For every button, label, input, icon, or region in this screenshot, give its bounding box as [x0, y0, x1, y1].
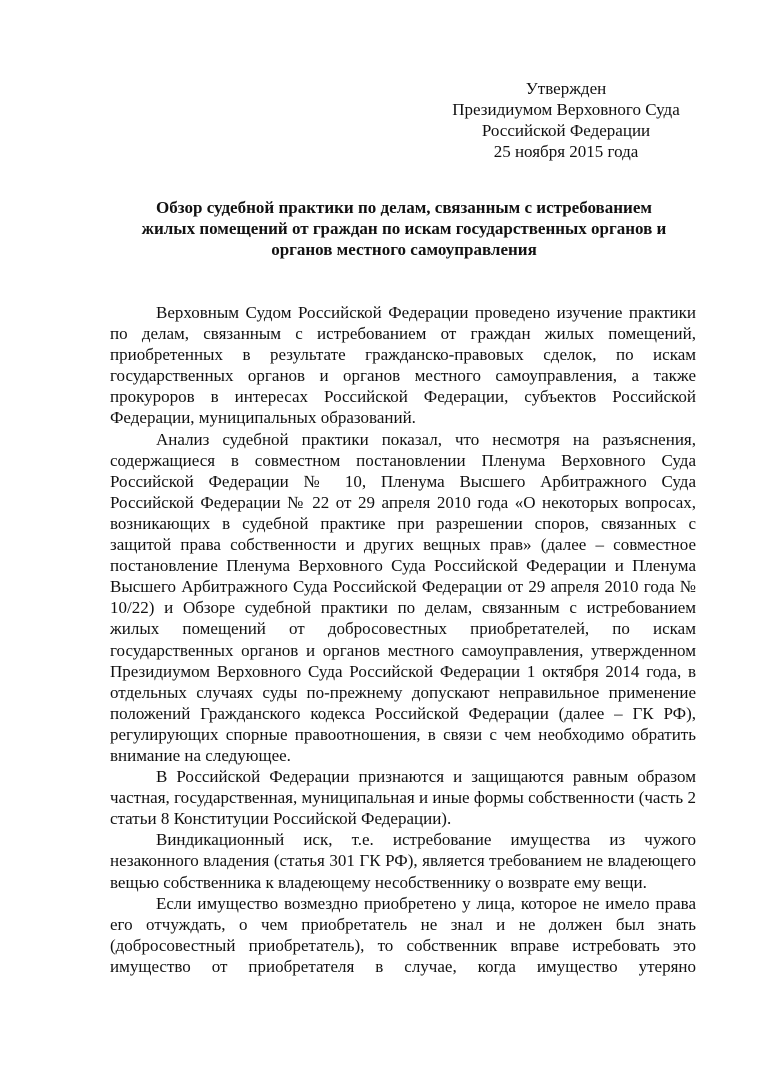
- title-line: жилых помещений от граждан по искам государственных органов и: [141, 219, 667, 238]
- approval-line: Российской Федерации: [481, 121, 651, 140]
- document-body: [110, 302, 696, 977]
- paragraph: Виндикационный иск, т.е. истребование имущества из чужого незаконного владения (статья 301 ГК РФ), является требованием не владеющего вещью собственника к владеющему несобственнику о возврате ему вещи.: [110, 830, 696, 892]
- paragraph: Анализ судебной практики показал, что несмотря на разъяснения, содержащиеся в совместном постановлении Пленума Верховного Суда Российской Федерации № 10, Пленума Высшего Арбитражного Суда Российской Федерации № 22 от 29 апреля 2010 года «О некоторых вопросах, возникающих в судебной практике при разрешении споров, связанных с защитой права собственности и других вещных прав» (далее – совместное постановление Пленума Верховного Суда Российской Федерации и Пленума Высшего Арбитражного Суда Российской Федерации от 29 апреля 2010 года № 10/22) и Обзоре судебной практики по делам, связанным с истребованием жилых помещений от добросовестных приобретателей, по искам государственных органов и органов местного самоуправления, утвержденном Президиумом Верховного Суда Российской Федерации 1 октября 2014 года, в отдельных случаях суды по-прежнему допускают неправильное применение положений Гражданского кодекса Российской Федерации (далее – ГК РФ), регулирующих спорные правоотношения, в связи с чем необходимо обратить внимание на следующее.: [110, 429, 696, 765]
- paragraph: В Российской Федерации признаются и защищаются равным образом частная, государственная, муниципальная и иные формы собственности (часть 2 статьи 8 Конституции Российской Федерации).: [110, 767, 696, 829]
- paragraph: Если имущество возмездно приобретено у лица, которое не имело права его отчуждать, о чем приобретатель не знал и не должен был знать (добросовестный приобретатель), то собственник вправе истребовать это имущество от приобретателя в случае, когда имущество утеряно: [110, 893, 696, 976]
- title-line: Обзор судебной практики по делам, связанным с истребованием: [156, 198, 652, 217]
- approval-line: Президиумом Верховного Суда: [452, 100, 680, 119]
- document-title: [100, 197, 708, 260]
- title-line: органов местного самоуправления: [271, 240, 537, 259]
- paragraph: Верховным Судом Российской Федерации проведено изучение практики по делам, связанным с истребованием от граждан жилых помещений, приобретенных в результате гражданско-правовых сделок, по искам государственных органов и органов местного самоуправления, а также прокуроров в интересах Российской Федерации, субъектов Российской Федерации, муниципальных образований.: [110, 303, 696, 428]
- approval-line: Утвержден: [525, 79, 607, 98]
- approval-date: 25 ноября 2015 года: [493, 142, 639, 161]
- approval-stamp: [424, 78, 708, 162]
